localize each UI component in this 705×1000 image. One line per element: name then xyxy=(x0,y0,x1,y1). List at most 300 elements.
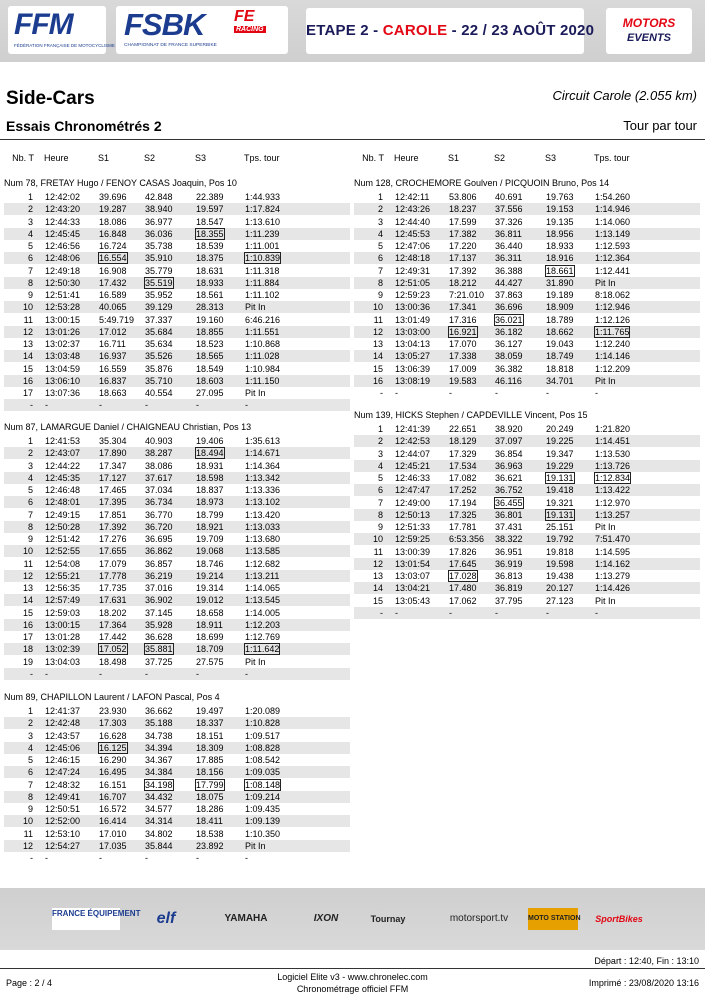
time-of-day-cell xyxy=(44,631,81,643)
time-of-day: - xyxy=(395,607,398,618)
lap-number-cell xyxy=(360,216,384,228)
lap-number-cell xyxy=(360,570,384,582)
sector-2: 37.725 xyxy=(145,656,173,667)
sector-3: 18.523 xyxy=(196,339,224,349)
lap-row xyxy=(354,265,700,277)
sector-3: 18.911 xyxy=(196,619,223,630)
sector-1: 40.065 xyxy=(99,302,127,313)
lap-time: 1:12.834 xyxy=(595,473,631,483)
lap-row xyxy=(354,375,700,387)
sector-2: 37.326 xyxy=(495,216,523,227)
lap-time-cell xyxy=(244,545,281,557)
lap-time-cell xyxy=(594,435,631,447)
lap-row xyxy=(354,350,700,362)
fsbk-fe-text: FE xyxy=(234,8,255,25)
sector-1: 17.364 xyxy=(99,619,127,630)
sector-2-cell xyxy=(144,301,174,313)
sector-3-cell xyxy=(195,742,225,754)
lap-time: 1:10.350 xyxy=(245,828,281,839)
time-of-day: 13:04:13 xyxy=(395,339,431,349)
lap-time-cell xyxy=(244,338,281,350)
lap-time-cell xyxy=(594,546,631,558)
lap-time: 1:14.364 xyxy=(245,460,281,471)
lap-row xyxy=(4,840,350,852)
sector-2-cell xyxy=(494,435,524,447)
time-of-day-cell xyxy=(394,326,431,338)
lap-time-cell xyxy=(244,705,281,717)
sector-2-cell xyxy=(144,216,174,228)
sector-1: 17.127 xyxy=(99,472,127,483)
lap-time: 1:14.671 xyxy=(245,448,281,459)
time-of-day-cell xyxy=(44,252,81,264)
sector-1: 18.498 xyxy=(99,656,127,667)
lap-row xyxy=(4,216,350,228)
header-banner xyxy=(0,0,705,62)
sector-1: 16.628 xyxy=(99,730,127,741)
time-of-day-cell xyxy=(44,228,81,240)
time-of-day: 12:49:00 xyxy=(395,497,431,508)
time-of-day: 12:48:01 xyxy=(45,497,81,508)
time-of-day: 12:45:06 xyxy=(45,742,81,753)
sector-1: 16.711 xyxy=(99,339,126,349)
lap-time: 1:13.545 xyxy=(245,595,281,606)
lap-time-cell xyxy=(244,484,281,496)
sector-3-cell xyxy=(545,387,550,399)
sector-2: 36.854 xyxy=(495,448,523,459)
time-of-day: 13:08:19 xyxy=(395,375,431,386)
sector-1: 16.414 xyxy=(99,816,127,827)
sector-2-cell xyxy=(144,656,174,668)
sector-2: 34.384 xyxy=(145,767,173,778)
sector-3-cell xyxy=(195,582,225,594)
sector-1: 17.735 xyxy=(99,583,127,593)
sector-3-cell xyxy=(195,668,200,680)
time-of-day: 12:59:25 xyxy=(395,534,431,545)
sector-2-cell xyxy=(144,277,174,289)
time-of-day-cell xyxy=(44,717,81,729)
sector-2-cell xyxy=(144,607,174,619)
sector-2-cell xyxy=(144,840,174,852)
time-of-day-cell xyxy=(44,558,81,570)
lap-number: 3 xyxy=(377,216,383,227)
lap-number-cell xyxy=(10,301,34,313)
sector-3: 18.603 xyxy=(196,375,224,386)
sector-2: 34.314 xyxy=(145,816,173,827)
sector-1-cell xyxy=(98,363,128,375)
time-of-day-cell xyxy=(394,216,431,228)
sector-2: - xyxy=(495,607,498,618)
lap-time-cell xyxy=(244,558,281,570)
sector-2: 36.696 xyxy=(495,302,523,313)
lap-number-cell xyxy=(10,314,34,326)
col-s2: S2 xyxy=(494,153,506,163)
sector-1: 16.707 xyxy=(99,791,127,802)
sector-1-cell xyxy=(448,472,478,484)
sector-1: 16.495 xyxy=(99,767,127,778)
sector-1-cell xyxy=(98,435,128,447)
lap-time-cell xyxy=(594,607,599,619)
lap-number: 13 xyxy=(372,571,383,581)
time-of-day: 12:47:24 xyxy=(45,767,81,778)
lap-number-cell xyxy=(10,533,34,545)
sector-1: 17.035 xyxy=(99,840,127,851)
sector-1-cell xyxy=(98,265,128,277)
lap-time-cell xyxy=(594,289,631,301)
sector-1: 17.082 xyxy=(449,473,477,483)
time-of-day: 12:55:21 xyxy=(45,570,81,581)
lap-time: - xyxy=(595,607,598,618)
sector-3-cell xyxy=(195,828,225,840)
lap-number: 13 xyxy=(22,583,33,593)
sector-2: 35.876 xyxy=(145,363,173,374)
lap-row xyxy=(354,472,700,484)
lap-number-cell xyxy=(10,289,34,301)
sector-3-cell xyxy=(195,363,225,375)
sector-3-cell xyxy=(545,338,575,350)
lap-row xyxy=(4,791,350,803)
sector-1: 18.086 xyxy=(99,216,127,227)
sector-1-cell xyxy=(98,582,128,594)
lap-number-cell xyxy=(10,435,34,447)
lap-number: 5 xyxy=(377,473,383,483)
lap-row xyxy=(4,460,350,472)
lap-number-cell xyxy=(10,619,34,631)
lap-time-cell xyxy=(244,533,281,545)
sector-2: 34.394 xyxy=(145,742,173,753)
sector-2: 36.127 xyxy=(495,339,523,349)
sector-1: 17.534 xyxy=(449,460,477,471)
sector-1-cell xyxy=(98,766,128,778)
sector-2: 39.129 xyxy=(145,302,173,313)
sector-3-cell xyxy=(545,435,575,447)
lap-time: 1:12.769 xyxy=(245,632,281,642)
sector-2-cell xyxy=(144,779,174,791)
sector-1-cell xyxy=(98,570,128,582)
lap-row xyxy=(4,570,350,582)
lap-row xyxy=(354,448,700,460)
sector-1-cell xyxy=(98,545,128,557)
lap-time-cell xyxy=(244,791,281,803)
sector-2: 36.902 xyxy=(145,595,173,606)
lap-number: 3 xyxy=(27,730,33,741)
sector-3-cell xyxy=(195,191,225,203)
sector-3: 27.095 xyxy=(196,388,224,398)
sector-2-cell xyxy=(144,717,174,729)
time-of-day-cell xyxy=(44,314,81,326)
time-of-day: 12:52:00 xyxy=(45,816,81,827)
time-of-day: 13:04:59 xyxy=(45,363,81,374)
sector-3-cell xyxy=(195,545,225,557)
lap-number: 5 xyxy=(27,485,33,495)
sector-2-cell xyxy=(144,570,174,582)
lap-number: 9 xyxy=(27,290,33,300)
lap-number-cell xyxy=(10,240,34,252)
lap-time: 1:13.211 xyxy=(245,570,280,581)
sector-1-cell xyxy=(448,484,478,496)
time-of-day: 12:50:51 xyxy=(45,804,81,814)
sector-1: 17.392 xyxy=(99,521,127,532)
lap-number: 11 xyxy=(373,314,383,325)
lap-time-cell xyxy=(594,570,631,582)
lap-row xyxy=(4,717,350,729)
sector-3-cell xyxy=(545,595,575,607)
sector-3-cell xyxy=(545,252,575,264)
sector-3: 19.214 xyxy=(196,570,224,581)
sector-1: 16.921 xyxy=(449,326,477,337)
sector-1-cell xyxy=(98,791,128,803)
lap-time-cell xyxy=(594,363,631,375)
lap-number-cell xyxy=(10,656,34,668)
sector-2-cell xyxy=(494,472,524,484)
lap-number-cell xyxy=(360,533,384,545)
ffm-logo-text: FFM xyxy=(14,8,73,41)
sector-2-cell xyxy=(144,447,174,459)
sector-1: 17.028 xyxy=(449,571,477,581)
sector-1: 16.290 xyxy=(99,755,127,765)
time-of-day-cell xyxy=(44,656,81,668)
lap-number: 5 xyxy=(27,241,33,251)
sector-3: 18.709 xyxy=(196,644,224,655)
sector-2-cell xyxy=(144,643,174,655)
time-of-day: 12:42:53 xyxy=(395,436,431,447)
sector-3: 19.598 xyxy=(546,558,574,569)
sector-1-cell xyxy=(98,594,128,606)
time-of-day: 12:53:10 xyxy=(45,828,81,839)
lap-number: 11 xyxy=(23,314,33,325)
sector-1-cell xyxy=(98,754,128,766)
official-timing: Chronométrage officiel FFM xyxy=(296,984,409,994)
sector-2: 44.427 xyxy=(495,277,523,288)
lap-row xyxy=(4,496,350,508)
lap-row xyxy=(4,594,350,606)
lap-time: 1:13.033 xyxy=(245,521,281,532)
sector-1: 22.651 xyxy=(449,424,477,434)
sector-2: 35.526 xyxy=(145,351,173,362)
sector-1-cell xyxy=(98,533,128,545)
time-of-day-cell xyxy=(44,643,81,655)
lap-number-cell xyxy=(10,631,34,643)
sector-2-cell xyxy=(494,216,524,228)
sector-1-cell xyxy=(98,350,128,362)
lap-time-cell xyxy=(244,766,281,778)
lap-time-cell xyxy=(244,852,249,864)
sector-2-cell xyxy=(144,815,174,827)
time-of-day-cell xyxy=(394,509,431,521)
sector-2: 37.034 xyxy=(145,485,173,495)
sector-1: 18.663 xyxy=(99,388,127,398)
sector-2: 36.801 xyxy=(495,509,523,520)
lap-time-cell xyxy=(244,668,249,680)
lap-time: Pit In xyxy=(595,595,616,606)
lap-time-cell xyxy=(244,216,281,228)
time-of-day: 13:03:00 xyxy=(395,326,431,337)
sector-2-cell xyxy=(144,265,174,277)
lap-number: 17 xyxy=(22,388,33,398)
sector-1: - xyxy=(449,607,452,618)
sector-2: 36.182 xyxy=(495,326,523,337)
sector-2: 36.977 xyxy=(145,216,173,227)
sector-2: 37.337 xyxy=(145,314,173,325)
time-of-day: 12:47:06 xyxy=(395,241,431,251)
sector-3: 18.309 xyxy=(196,742,224,753)
sector-1-cell xyxy=(448,289,485,301)
lap-row xyxy=(354,607,700,619)
sector-3: 19.497 xyxy=(196,706,224,716)
sector-1: 18.129 xyxy=(449,436,477,447)
time-of-day-cell xyxy=(394,289,431,301)
lap-row xyxy=(4,240,350,252)
lap-time: 1:08.148 xyxy=(245,779,281,790)
lap-number-cell xyxy=(360,460,384,472)
sector-2: 34.432 xyxy=(145,791,173,802)
sector-1-cell xyxy=(448,363,478,375)
sector-1-cell xyxy=(448,326,478,338)
lap-number-cell xyxy=(360,203,384,215)
sector-3: 17.799 xyxy=(196,779,224,790)
col-s3: S3 xyxy=(545,153,557,163)
time-of-day-cell xyxy=(44,203,81,215)
col-laptime: Tps. tour xyxy=(244,153,280,163)
lap-time-cell xyxy=(244,314,281,326)
lap-number-cell xyxy=(10,203,34,215)
sector-2-cell xyxy=(494,350,524,362)
sector-1: 17.009 xyxy=(449,363,477,374)
lap-number: 14 xyxy=(22,595,33,606)
time-of-day-cell xyxy=(394,546,431,558)
sector-2-cell xyxy=(494,240,524,252)
lap-time: 1:09.035 xyxy=(245,767,281,778)
sector-1-cell xyxy=(98,472,128,484)
lap-row xyxy=(4,314,350,326)
lap-row xyxy=(4,643,350,655)
lap-number-cell xyxy=(360,607,384,619)
sector-2: 36.440 xyxy=(495,241,523,251)
sector-3-cell xyxy=(545,375,575,387)
sector-1-cell xyxy=(98,447,128,459)
lap-time: 1:08.828 xyxy=(245,742,281,753)
lap-number: 15 xyxy=(372,595,383,606)
lap-time-cell xyxy=(594,582,631,594)
lap-time-cell xyxy=(244,350,280,362)
sector-2-cell xyxy=(144,240,174,252)
time-of-day: 12:52:55 xyxy=(45,546,81,557)
sector-3: 18.151 xyxy=(196,730,224,741)
sector-1: - xyxy=(449,388,452,398)
sponsor-elf: elf xyxy=(156,910,176,927)
sector-2: 37.431 xyxy=(495,522,523,532)
sector-1-cell xyxy=(448,570,478,582)
lap-time: 1:21.820 xyxy=(595,424,631,434)
sector-1: 16.837 xyxy=(99,375,127,386)
time-of-day-cell xyxy=(44,350,81,362)
lap-time: 8:18.062 xyxy=(595,290,631,300)
lap-number: 11 xyxy=(23,828,33,839)
time-of-day-cell xyxy=(394,191,430,203)
sector-3-cell xyxy=(195,705,225,717)
sector-2-cell xyxy=(494,582,524,594)
lap-time-cell xyxy=(594,216,631,228)
lap-number-cell xyxy=(360,509,384,521)
time-of-day: - xyxy=(395,388,398,398)
sector-2: 34.198 xyxy=(145,779,173,790)
sector-2-cell xyxy=(494,570,524,582)
time-of-day-cell xyxy=(44,668,49,680)
time-of-day: 12:42:48 xyxy=(45,718,81,729)
sector-3: 18.565 xyxy=(196,351,224,362)
lap-number: 15 xyxy=(22,607,33,618)
sector-2-cell xyxy=(144,558,174,570)
motors-events-logo xyxy=(606,8,692,54)
sector-1-cell xyxy=(448,521,478,533)
time-of-day-cell xyxy=(44,545,81,557)
lap-time: 1:35.613 xyxy=(245,436,281,446)
sector-2-cell xyxy=(494,265,524,277)
lap-time-cell xyxy=(594,533,631,545)
sector-3: 18.075 xyxy=(196,791,224,802)
time-of-day-cell xyxy=(44,338,81,350)
sector-2-cell xyxy=(144,496,174,508)
time-of-day: 12:51:05 xyxy=(395,277,431,288)
sector-2: 36.021 xyxy=(495,314,523,325)
lap-time-cell xyxy=(244,289,280,301)
lap-number-cell xyxy=(360,240,384,252)
sector-1: 16.724 xyxy=(99,241,127,251)
time-of-day-cell xyxy=(394,203,431,215)
time-of-day: 13:04:21 xyxy=(395,583,431,594)
sector-2-cell xyxy=(144,582,174,594)
lap-number: 12 xyxy=(372,558,383,569)
lap-time: 1:11.028 xyxy=(245,351,280,362)
lap-time-cell xyxy=(594,350,631,362)
sector-2-cell xyxy=(144,509,174,521)
sector-3: 18.789 xyxy=(546,314,574,325)
time-of-day: 12:43:20 xyxy=(45,204,81,215)
sector-1-cell xyxy=(448,607,453,619)
lap-row xyxy=(4,533,350,545)
lap-row xyxy=(354,228,700,240)
lap-time: 1:14.146 xyxy=(595,351,631,362)
sector-1-cell xyxy=(98,326,128,338)
lap-time: 1:09.435 xyxy=(245,804,281,814)
lap-number: 7 xyxy=(27,509,33,520)
lap-number-cell xyxy=(10,643,34,655)
sector-1: 17.382 xyxy=(449,228,477,239)
sector-2: 36.621 xyxy=(495,473,523,483)
lap-row xyxy=(354,252,700,264)
sector-3-cell xyxy=(545,521,575,533)
time-of-day-cell xyxy=(44,326,81,338)
sector-1-cell xyxy=(98,387,128,399)
sector-2: 36.862 xyxy=(145,546,173,557)
sector-2-cell xyxy=(144,338,174,350)
time-of-day: 13:05:27 xyxy=(395,351,431,362)
sector-2: 36.919 xyxy=(495,558,523,569)
sector-2-cell xyxy=(494,375,523,387)
lap-number-cell xyxy=(360,448,384,460)
sector-2-cell xyxy=(144,852,149,864)
report-mode: Tour par tour xyxy=(623,118,697,133)
time-of-day-cell xyxy=(44,399,49,411)
sector-3: 19.597 xyxy=(196,204,224,215)
sector-2: 34.738 xyxy=(145,730,173,741)
time-of-day: 13:03:48 xyxy=(45,351,81,362)
lap-time-cell xyxy=(594,314,631,326)
lap-time: 1:11.001 xyxy=(245,241,280,251)
lap-number-cell xyxy=(10,484,34,496)
sector-2-cell xyxy=(494,228,523,240)
sector-2-cell xyxy=(144,289,174,301)
sector-1: 17.432 xyxy=(99,277,127,288)
